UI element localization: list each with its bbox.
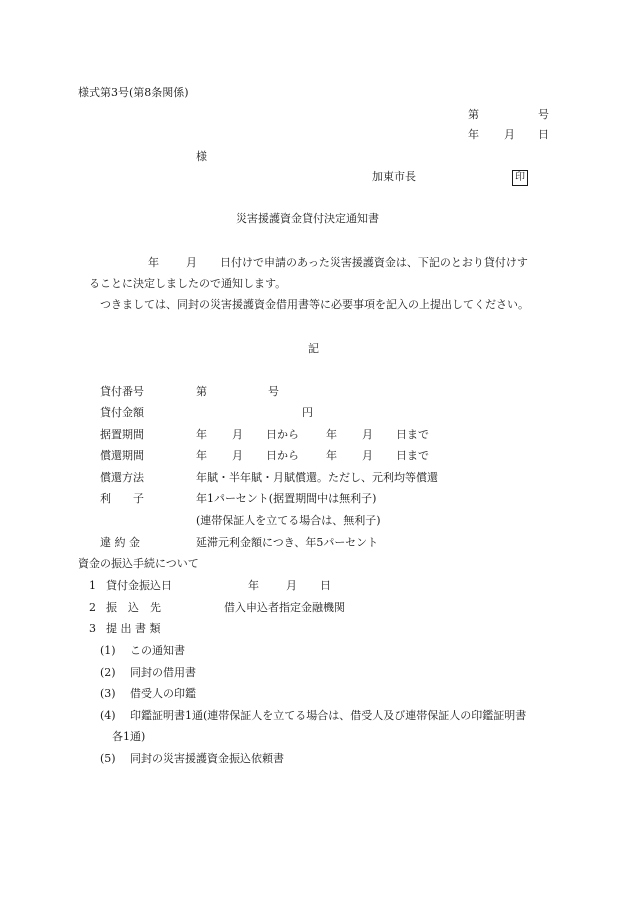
step1-day: 日	[320, 579, 331, 592]
loan-amount-unit: 円	[302, 406, 313, 419]
document-title: 災害援護資金貸付決定通知書	[236, 212, 379, 225]
doc-item-num: (4)	[100, 709, 116, 722]
penalty-value: 延滞元利金額につき、年5パーセント	[196, 536, 379, 549]
date-month: 月	[504, 128, 515, 141]
interest-value-1: 年1パーセント(据置期間中は無利子)	[196, 492, 377, 505]
repayment-method-value: 年賦・半年賦・月賦償還。ただし、元利均等償還	[196, 471, 438, 484]
step2-num: 2	[89, 601, 96, 614]
interest-value-2: (連帯保証人を立てる場合は、無利子)	[196, 514, 381, 527]
loan-no-label: 貸付番号	[100, 385, 144, 398]
ki-heading: 記	[308, 342, 319, 355]
doc-item-num: (5)	[100, 752, 116, 765]
step1-num: 1	[89, 579, 96, 592]
loan-no-prefix: 第	[196, 385, 207, 398]
doc-item-num: (2)	[100, 666, 116, 679]
interest-label: 利 子	[100, 492, 144, 505]
form-number: 様式第3号(第8条関係)	[78, 86, 189, 99]
step3-num: 3	[89, 622, 96, 635]
step3-label: 提 出 書 類	[106, 622, 161, 635]
repayment-from: 日から	[266, 449, 299, 462]
para1-year: 年	[148, 256, 159, 269]
para1-month: 月	[186, 256, 197, 269]
step1-label: 貸付金振込日	[106, 579, 172, 592]
repayment-until: 日まで	[396, 449, 429, 462]
deferment-until: 日まで	[396, 428, 429, 441]
deferment-year2: 年	[326, 428, 337, 441]
deferment-label: 据置期間	[100, 428, 144, 441]
penalty-label: 違 約 金	[100, 536, 140, 549]
doc-item-text: 借受人の印鑑	[130, 687, 196, 700]
date-year: 年	[468, 128, 479, 141]
deferment-month1: 月	[232, 428, 243, 441]
step2-label: 振 込 先	[106, 601, 161, 614]
repayment-month1: 月	[232, 449, 243, 462]
loan-no-suffix: 号	[268, 385, 279, 398]
doc-item-num: (3)	[100, 687, 116, 700]
issuer: 加東市長	[372, 170, 416, 183]
deferment-year1: 年	[196, 428, 207, 441]
doc-no-prefix: 第	[468, 108, 479, 121]
seal-mark: 印	[512, 170, 528, 186]
step1-year: 年	[248, 579, 259, 592]
repayment-year1: 年	[196, 449, 207, 462]
repayment-year2: 年	[326, 449, 337, 462]
date-day: 日	[538, 128, 549, 141]
loan-amount-label: 貸付金額	[100, 406, 144, 419]
deferment-month2: 月	[362, 428, 373, 441]
repayment-period-label: 償還期間	[100, 449, 144, 462]
deferment-from: 日から	[266, 428, 299, 441]
doc-item-text: この通知書	[130, 644, 185, 657]
doc-item-continuation: 各1通)	[112, 730, 146, 743]
step1-month: 月	[286, 579, 297, 592]
repayment-month2: 月	[362, 449, 373, 462]
transfer-heading: 資金の振込手続について	[78, 557, 199, 570]
recipient-suffix: 様	[196, 150, 207, 163]
doc-no-suffix: 号	[538, 108, 549, 121]
doc-item-text: 同封の借用書	[130, 666, 196, 679]
para1-line2: ることに決定しましたので通知します。	[89, 277, 287, 290]
step2-value: 借入申込者指定金融機関	[224, 601, 345, 614]
doc-item-num: (1)	[100, 644, 116, 657]
para2: つきましては、同封の災害援護資金借用書等に必要事項を記入の上提出してください。	[100, 298, 529, 311]
repayment-method-label: 償還方法	[100, 471, 144, 484]
doc-item-text: 同封の災害援護資金振込依頼書	[130, 752, 284, 765]
para1-line1: 日付けで申請のあった災害援護資金は、下記のとおり貸付けす	[220, 256, 528, 269]
doc-item-text: 印鑑証明書1通(連帯保証人を立てる場合は、借受人及び連帯保証人の印鑑証明書	[130, 709, 527, 722]
